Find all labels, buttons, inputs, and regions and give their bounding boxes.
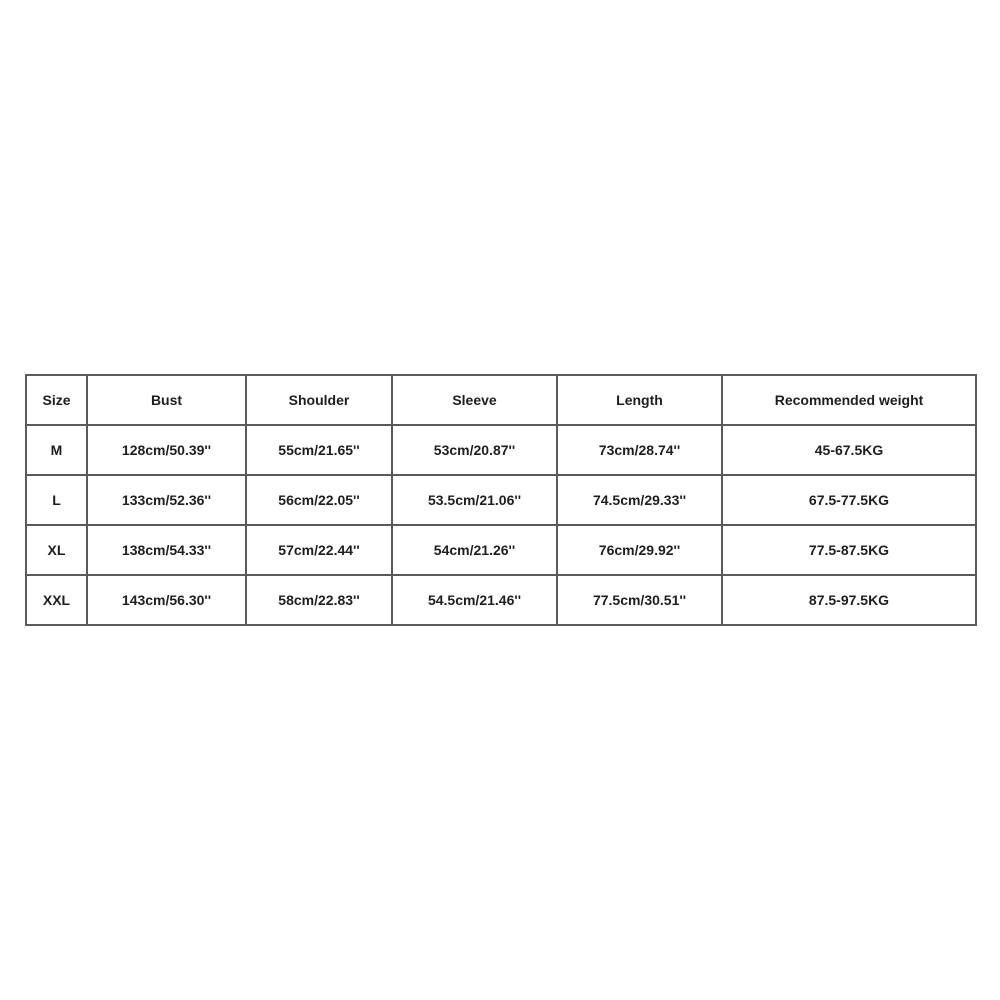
header-bust: Bust <box>87 375 246 425</box>
cell-bust: 133cm/52.36'' <box>87 475 246 525</box>
table-row <box>26 425 976 475</box>
cell-bust: 143cm/56.30'' <box>87 575 246 625</box>
header-shoulder: Shoulder <box>246 375 392 425</box>
table-row <box>26 575 976 625</box>
cell-bust: 128cm/50.39'' <box>87 425 246 475</box>
header-sleeve: Sleeve <box>392 375 557 425</box>
cell-size: L <box>26 475 87 525</box>
cell-shoulder: 57cm/22.44'' <box>246 525 392 575</box>
cell-recommended-weight: 45-67.5KG <box>722 425 976 475</box>
header-row <box>26 375 976 425</box>
size-chart-table <box>25 374 977 626</box>
cell-recommended-weight: 67.5-77.5KG <box>722 475 976 525</box>
table-row <box>26 475 976 525</box>
cell-length: 76cm/29.92'' <box>557 525 722 575</box>
table-row <box>26 525 976 575</box>
cell-size: XXL <box>26 575 87 625</box>
cell-length: 77.5cm/30.51'' <box>557 575 722 625</box>
cell-length: 74.5cm/29.33'' <box>557 475 722 525</box>
cell-recommended-weight: 87.5-97.5KG <box>722 575 976 625</box>
cell-shoulder: 58cm/22.83'' <box>246 575 392 625</box>
cell-bust: 138cm/54.33'' <box>87 525 246 575</box>
header-length: Length <box>557 375 722 425</box>
cell-sleeve: 53.5cm/21.06'' <box>392 475 557 525</box>
cell-shoulder: 56cm/22.05'' <box>246 475 392 525</box>
cell-size: M <box>26 425 87 475</box>
header-recommended-weight: Recommended weight <box>722 375 976 425</box>
cell-size: XL <box>26 525 87 575</box>
cell-sleeve: 54.5cm/21.46'' <box>392 575 557 625</box>
cell-shoulder: 55cm/21.65'' <box>246 425 392 475</box>
header-size: Size <box>26 375 87 425</box>
cell-sleeve: 54cm/21.26'' <box>392 525 557 575</box>
cell-sleeve: 53cm/20.87'' <box>392 425 557 475</box>
cell-length: 73cm/28.74'' <box>557 425 722 475</box>
cell-recommended-weight: 77.5-87.5KG <box>722 525 976 575</box>
